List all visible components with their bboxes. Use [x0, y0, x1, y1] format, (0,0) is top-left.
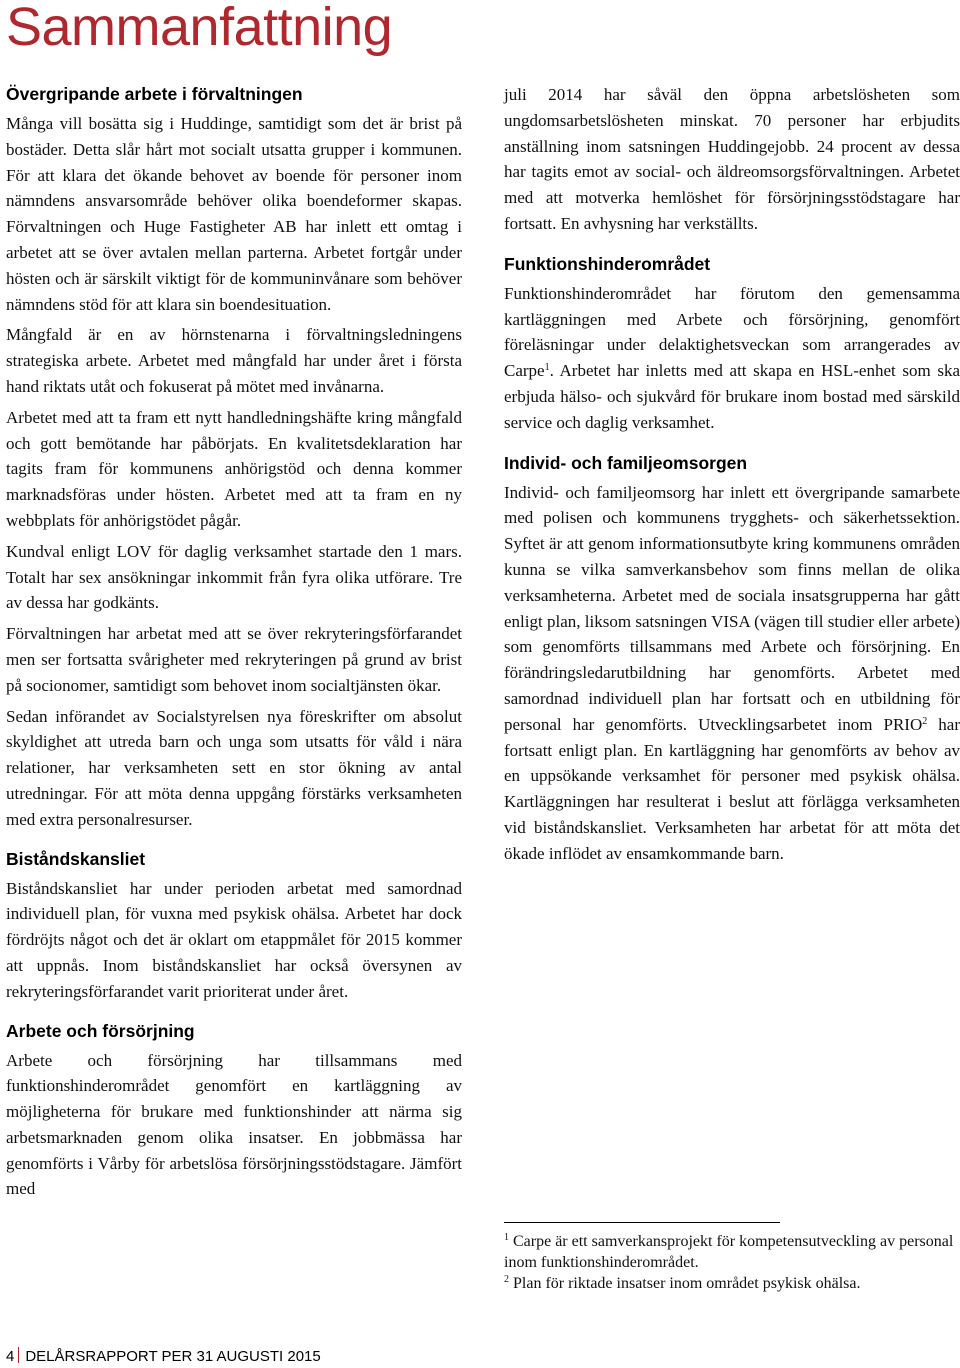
text-segment: Individ- och familjeomsorg har inlett ett övergripande samarbete med polisen och kommunens trygghets- och säkerhetssektion. Syftet är att genom informationsutbyte kring kommunens områden kunna se vilka samverkansbehov som finns mellan de olika verksamheterna. Arbetet med de sociala insatsgrupperna har gått enligt plan, liksom satsningen VISA (vägen till studier eller arbete) som genomförts tillsammans med Arbete och försörjning. En förändringsledarutbildning har genomförts. Arbetet med samordnad individuell plan har fortsatt och en utbildning för personal har genomförts. Utvecklingsarbetet inom PRIO [504, 482, 960, 734]
paragraph [504, 281, 960, 436]
page-title: Sammanfattning [6, 0, 393, 57]
right-column [504, 82, 960, 872]
footnote-divider [504, 1222, 780, 1223]
paragraph: Många vill bosätta sig i Huddinge, samtidigt som det är brist på bostäder. Detta slår hårt mot socialt utsatta grupper i kommunen. För att klara det ökande behovet av boende för personer inom nämndens ansvarsområde behöver olika boendeformer skapas. Förvaltningen och Huge Fastigheter AB har inlett ett omtag i arbetet att se över avtalen mellan parterna. Arbetet fortgår under hösten och är särskilt viktigt för de kommuninvånare som behöver nämndens stöd för att klara sin boendesituation. [6, 114, 462, 314]
footnote-ref[interactable]: 1 [544, 362, 550, 374]
footer-divider [18, 1347, 19, 1363]
section-bistandskansliet [6, 846, 462, 1005]
paragraph [504, 480, 960, 867]
section-heading: Individ- och familjeomsorgen [504, 452, 748, 473]
section-heading: Arbete och försörjning [6, 1020, 195, 1041]
paragraph: Förvaltningen har arbetat med att se över rekryteringsförfarandet men ser fortsatta svårigheter med rekryteringen på grund av brist på socionomer, samtidigt som behovet inom socialtjänsten ökar. [6, 624, 462, 695]
footnote [504, 1273, 960, 1294]
page-number: 4 [6, 1348, 15, 1365]
footnotes [504, 1231, 960, 1294]
text-segment: . Arbetet har inletts med att skapa en HSL-enhet som ska erbjuda hälso- och sjukvård för brukare inom bostad med särskild service och daglig verksamhet. [504, 361, 960, 432]
footnote-marker: 2 [504, 1274, 509, 1285]
paragraph: Arbetet med att ta fram ett nytt handledningshäfte kring mångfald och gott bemötande har påbörjats. En kvalitetsdeklaration har tagits fram för kommunens anhörigstöd och denna kommer marknadsföras under hösten. Arbetet med att ta fram en ny webbplats för anhörigstödet pågår. [6, 407, 462, 530]
section-funktionshinder [504, 251, 960, 436]
report-title: DELÅRSRAPPORT PER 31 AUGUSTI 2015 [25, 1348, 321, 1365]
text-segment: har fortsatt enligt plan. En kartläggning har genomförts av behov av en uppsökande verksamhet för personer med psykisk ohälsa. Kartläggningen har resulterat i beslut att förlägga verksamheten vid biståndskansliet. Verksamheten har arbetat för att möta det ökade inflödet av ensamkommande barn. [504, 714, 960, 863]
footnote-marker: 1 [504, 1232, 509, 1243]
footnote-ref[interactable]: 2 [922, 715, 928, 727]
footnote [504, 1231, 960, 1273]
section-individ-familj [504, 450, 960, 867]
paragraph: Kundval enligt LOV för daglig verksamhet startade den 1 mars. Totalt har sex ansökningar inkommit från fyra olika utförare. Tre av dessa har godkänts. [6, 541, 462, 613]
paragraph: Biståndskansliet har under perioden arbetat med samordnad individuell plan, för vuxna med psykisk ohälsa. Arbetet har dock fördröjts något och det är oklart om etappmålet för 2015 kommer att uppnås. Inom biståndskansliet har också översynen av rekryteringsförfarandet varit prioriterat under året. [6, 878, 462, 1001]
section-heading: Biståndskansliet [6, 848, 146, 869]
paragraph: Sedan införandet av Socialstyrelsen nya föreskrifter om absolut skyldighet att utreda barn och unga som utsatts för våld i nära relationer, har verksamheten sett en stor ökning av antal utredningar. För att möta denna uppgång förstärks verksamheten med extra personalresurser. [6, 706, 462, 829]
paragraph: Mångfald är en av hörnstenarna i förvaltningsledningens strategiska arbete. Arbetet med mångfald har under året i första hand riktats utåt och fokuserat på mötet med invånarna. [6, 325, 462, 396]
page-footer [6, 1347, 321, 1366]
section-overgripande [6, 81, 462, 833]
section-arbete-forsorjning [6, 1018, 462, 1203]
paragraph: Arbete och försörjning har tillsammans med funktionshinderområdet genomfört en kartläggning av möjligheterna för brukare med funktionshinder att närma sig arbetsmarknaden genom olika insatser. En jobbmässa har genomförts i Vårby för arbetslösa försörjningsstödstagare. Jämfört med [6, 1050, 462, 1199]
left-column [6, 81, 462, 1207]
footnote-text: Carpe är ett samverkansprojekt för kompetensutveckling av personal inom funktionshinderområdet. [504, 1233, 954, 1271]
section-heading: Funktionshinderområdet [504, 253, 711, 274]
text-segment: Funktionshinderområdet har förutom den gemensamma kartläggningen med Arbete och försörjning, genomfört föreläsningar under delaktighetsveckan som arrangerades av Carpe [504, 283, 960, 381]
paragraph: juli 2014 har såväl den öppna arbetslösheten som ungdomsarbetslösheten minskat. 70 personer har erbjudits anställning inom satsningen Huddingejobb. 24 procent av dessa har tagits emot av social- och äldreomsorgsförvaltningen. Arbetet med att motverka hemlöshet för försörjningsstödstagare har fortsatt. En avhysning har verkställts. [504, 85, 960, 233]
section-heading: Övergripande arbete i förvaltningen [6, 84, 303, 104]
footnote-text: Plan för riktade insatser inom området psykisk ohälsa. [509, 1275, 861, 1292]
